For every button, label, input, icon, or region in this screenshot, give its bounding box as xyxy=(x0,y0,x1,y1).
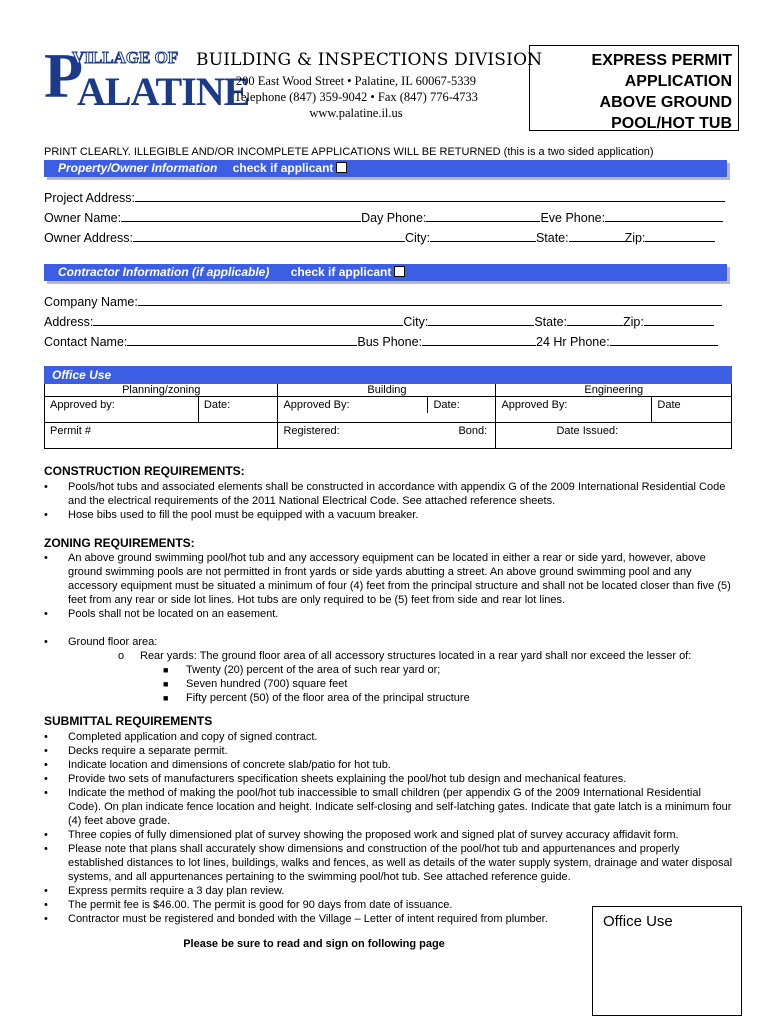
approved-by-building[interactable]: Approved By: xyxy=(278,397,428,413)
office-use-columns-row xyxy=(45,384,732,397)
bullet: • xyxy=(44,608,48,620)
division-title: BUILDING & INSPECTIONS DIVISION xyxy=(196,50,543,70)
bullet: • xyxy=(44,899,48,911)
owner-city-label: City: xyxy=(404,231,430,245)
owner-state-field[interactable] xyxy=(569,229,625,242)
owner-check-label: check if applicant xyxy=(232,161,334,175)
contractor-section-title: Contractor Information (if applicable) xyxy=(58,265,270,279)
owner-section-header xyxy=(44,160,727,177)
contractor-section-header xyxy=(44,264,727,281)
col-engineering: Engineering xyxy=(496,384,732,397)
permit-title-line: EXPRESS PERMIT xyxy=(591,52,732,69)
logo-palatine-wordmark: ALATINE xyxy=(77,69,250,114)
logo-letter-p: P xyxy=(44,40,82,111)
owner-section-title: Property/Owner Information xyxy=(58,161,218,175)
office-use-header-row xyxy=(45,367,732,384)
zoning-sub-sub-item xyxy=(44,663,734,677)
zoning-sub-sub-item xyxy=(44,691,734,705)
contractor-check-label: check if applicant xyxy=(290,265,392,279)
registered-field[interactable]: Registered: xyxy=(283,425,340,437)
zoning-sub-sub-text: Seven hundred (700) square feet xyxy=(186,678,348,690)
contractor-address-field[interactable] xyxy=(93,313,403,326)
date-issued-field[interactable]: Date Issued: xyxy=(496,423,732,449)
permit-number[interactable]: Permit # xyxy=(45,423,278,449)
project-address-label: Project Address: xyxy=(44,191,136,205)
submittal-heading: SUBMITTAL REQUIREMENTS xyxy=(44,714,213,728)
construction-list xyxy=(44,480,734,522)
owner-name-field[interactable] xyxy=(121,209,361,222)
registered-bond-cell xyxy=(278,423,496,449)
zoning-item-text: Pools shall not be located on an easement. xyxy=(68,608,279,620)
bullet: • xyxy=(44,731,48,743)
zoning-sub-item-text: Rear yards: The ground floor area of all accessory structures located in a rear yard shall nor exceed the lesser of: xyxy=(140,650,692,662)
phone-line: Telephone (847) 359-9042 • Fax (847) 776-4733 xyxy=(234,90,478,104)
division-address xyxy=(196,73,516,121)
building-approval-split xyxy=(278,397,495,413)
hr24-phone-label: 24 Hr Phone: xyxy=(536,335,610,349)
approved-by-planning[interactable]: Approved by: xyxy=(45,397,199,423)
company-name-row xyxy=(44,293,722,309)
contractor-address-label: Address: xyxy=(44,315,94,329)
list-item xyxy=(44,772,734,786)
approved-by-engineering[interactable]: Approved By: xyxy=(496,397,652,423)
bullet: • xyxy=(44,773,48,785)
contractor-zip-field[interactable] xyxy=(644,313,714,326)
construction-item-text: Hose bibs used to fill the pool must be equipped with a vacuum breaker. xyxy=(68,509,419,521)
building-approval-cell xyxy=(278,397,496,423)
zoning-sub-sub-text: Twenty (20) percent of the area of such rear yard or; xyxy=(186,664,441,676)
col-planning: Planning/zoning xyxy=(45,384,278,397)
list-item xyxy=(44,786,734,828)
zoning-list xyxy=(44,551,734,705)
owner-address-field[interactable] xyxy=(133,229,405,242)
bullet: • xyxy=(44,913,48,925)
submittal-item-text: Indicate the method of making the pool/hot tub inaccessible to small children (per appendix G of the 2009 International Residential Code). On plan indicate fence location and height. Indicate self-closing and self-latching gates. Indicate that gate latch is a minimum four (4) feet above grade. xyxy=(68,787,732,827)
eve-phone-field[interactable] xyxy=(605,209,723,222)
contractor-city-label: City: xyxy=(403,315,429,329)
owner-name-row xyxy=(44,209,723,225)
bullet: • xyxy=(44,843,48,855)
bullet: • xyxy=(44,787,48,799)
day-phone-field[interactable] xyxy=(426,209,540,222)
submittal-item-text: Please note that plans shall accurately show dimensions and construction of the pool/hot tub and appurtenances and properly established distances to lot lines, buildings, walks and fences, as well as details of the water supply system, drainage and water disposal systems, and all appurtenances pertaining to the swimming pool/hot tub. See attached reference guide. xyxy=(68,843,733,883)
contact-name-field[interactable] xyxy=(127,333,357,346)
zoning-sub-sub-text: Fifty percent (50) of the floor area of the principal structure xyxy=(186,692,470,704)
list-item xyxy=(44,912,588,926)
zoning-item-text: Ground floor area: xyxy=(68,636,158,648)
construction-item-text: Pools/hot tubs and associated elements shall be constructed in accordance with appendix G of the 2009 International Residential Code and the electrical requirements of the 2011 National Electrical Code. See attached reference sheets. xyxy=(68,481,726,507)
contractor-state-field[interactable] xyxy=(567,313,623,326)
zoning-sub-sub-item xyxy=(44,677,734,691)
list-item xyxy=(44,551,734,607)
list-item xyxy=(44,842,734,884)
square-bullet: ■ xyxy=(163,693,169,703)
submittal-item-text: Indicate location and dimensions of concrete slab/patio for hot tub. xyxy=(68,759,391,771)
bus-phone-field[interactable] xyxy=(422,333,536,346)
contractor-applicant-checkbox[interactable] xyxy=(394,266,405,277)
circle-bullet: o xyxy=(118,650,125,662)
list-item xyxy=(44,480,734,508)
contact-name-row xyxy=(44,333,718,349)
list-item xyxy=(44,758,734,772)
list-item xyxy=(44,884,734,898)
owner-state-label: State: xyxy=(535,231,569,245)
day-phone-label: Day Phone: xyxy=(361,211,427,225)
office-use-title: Office Use xyxy=(45,367,732,384)
submittal-item-text: Contractor must be registered and bonded with the Village – Letter of intent required from plumber. xyxy=(68,913,548,925)
contact-name-label: Contact Name: xyxy=(44,335,128,349)
submittal-item-text: Decks require a separate permit. xyxy=(68,745,228,757)
contractor-address-row xyxy=(44,313,714,329)
permit-title-line: APPLICATION xyxy=(624,73,732,90)
permit-title-line: POOL/HOT TUB xyxy=(611,115,732,132)
owner-address-label: Owner Address: xyxy=(44,231,133,245)
list-item xyxy=(44,635,734,649)
bullet: • xyxy=(44,885,48,897)
submittal-item-text: Three copies of fully dimensioned plat of survey showing the proposed work and signed plat of survey accuracy affidavit form. xyxy=(68,829,679,841)
logo-village-of: VILLAGE OF xyxy=(72,48,179,67)
office-use-table xyxy=(44,366,732,449)
submittal-item-text: Provide two sets of manufacturers specification sheets explaining the pool/hot tub design and mechanical features. xyxy=(68,773,627,785)
square-bullet: ■ xyxy=(163,679,169,689)
bullet: • xyxy=(44,552,48,564)
contractor-zip-label: Zip: xyxy=(623,315,644,329)
date-planning[interactable]: Date: xyxy=(198,397,278,423)
permit-title-line: ABOVE GROUND xyxy=(599,94,732,111)
footer-note: Please be sure to read and sign on following page xyxy=(183,938,445,950)
list-item xyxy=(44,607,734,621)
contractor-state-label: State: xyxy=(534,315,568,329)
submittal-item-text: Completed application and copy of signed contract. xyxy=(68,731,318,743)
bullet: • xyxy=(44,745,48,757)
list-item xyxy=(44,744,734,758)
website-line: www.palatine.il.us xyxy=(309,106,403,120)
square-bullet: ■ xyxy=(163,665,169,675)
owner-zip-field[interactable] xyxy=(645,229,715,242)
submittal-list xyxy=(44,730,734,926)
submittal-item-text: Express permits require a 3 day plan review. xyxy=(68,885,285,897)
zoning-heading: ZONING REQUIREMENTS: xyxy=(44,536,195,550)
company-name-label: Company Name: xyxy=(44,295,138,309)
project-address-row xyxy=(44,189,725,205)
owner-name-label: Owner Name: xyxy=(44,211,122,225)
bullet: • xyxy=(44,636,48,648)
list-item xyxy=(44,730,734,744)
date-engineering[interactable]: Date xyxy=(652,397,732,423)
owner-applicant-checkbox[interactable] xyxy=(336,162,347,173)
bullet: • xyxy=(44,829,48,841)
project-address-field[interactable] xyxy=(135,189,725,202)
zoning-sub-item xyxy=(44,649,734,663)
owner-city-field[interactable] xyxy=(430,229,536,242)
zoning-item-text: An above ground swimming pool/hot tub and any accessory equipment can be located in either a rear or side yard, however, above ground swimming pools are not permitted in front yards or side yards abutting a street. An above ground swimming pool and any accessory equipment must be situated a minimum of four (4) feet from the principal structure and shall not be located closer than five (5) feet from any rear or side lot lines. Hot tubs are only required to be (5) feet from side and rear lot lines. xyxy=(68,552,731,606)
bond-field[interactable]: Bond: xyxy=(458,425,488,437)
submittal-item-text: The permit fee is $46.00. The permit is good for 90 days from date of issuance. xyxy=(68,899,453,911)
permit-title-box xyxy=(529,45,739,131)
hr24-phone-field[interactable] xyxy=(610,333,718,346)
list-item xyxy=(44,828,734,842)
address-line: 200 East Wood Street • Palatine, IL 60067-5339 xyxy=(235,74,477,88)
eve-phone-label: Eve Phone: xyxy=(540,211,606,225)
list-item xyxy=(44,508,734,522)
owner-address-row xyxy=(44,229,715,245)
office-use-box-label: Office Use xyxy=(603,913,673,930)
construction-heading: CONSTRUCTION REQUIREMENTS: xyxy=(44,464,245,478)
print-clearly-notice: PRINT CLEARLY. ILLEGIBLE AND/OR INCOMPLETE APPLICATIONS WILL BE RETURNED (this is a two sided application) xyxy=(44,146,654,158)
date-building[interactable]: Date: xyxy=(433,399,460,411)
bullet: • xyxy=(44,509,48,521)
bullet: • xyxy=(44,481,48,493)
owner-zip-label: Zip: xyxy=(624,231,646,245)
bullet: • xyxy=(44,759,48,771)
col-building: Building xyxy=(278,384,496,397)
company-name-field[interactable] xyxy=(138,293,722,306)
bus-phone-label: Bus Phone: xyxy=(357,335,423,349)
office-use-permit-row xyxy=(45,423,732,449)
contractor-city-field[interactable] xyxy=(428,313,534,326)
office-use-approval-row xyxy=(45,397,732,423)
office-use-box xyxy=(592,906,742,1016)
registered-bond-split xyxy=(278,423,495,439)
village-logo xyxy=(44,40,250,114)
